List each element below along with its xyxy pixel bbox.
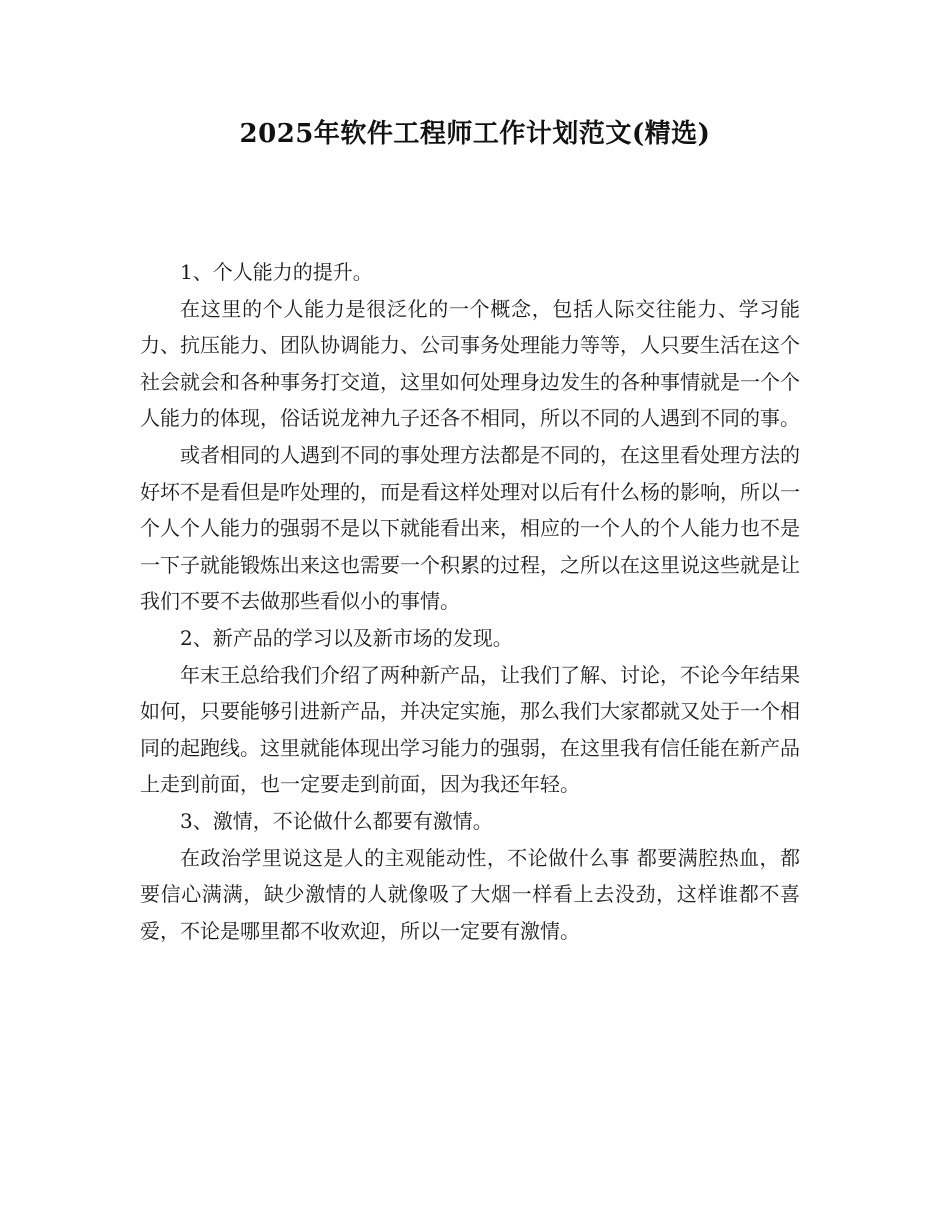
paragraph: 或者相同的人遇到不同的事处理方法都是不同的，在这里看处理方法的好坏不是看但是咋处理的，而是看这样处理对以后有什么杨的影响，所以一个人个人能力的强弱不是以下就能看出来，相应的一个人的个人能力也不是一下子就能锻炼出来这也需要一个积累的过程，之所以在这里说这些就是让我们不要不去做那些看似小的事情。 <box>140 442 800 614</box>
paragraph: 在这里的个人能力是很泛化的一个概念，包括人际交往能力、学习能力、抗压能力、团队协调能力、公司事务处理能力等等，人只要生活在这个社会就会和各种事务打交道，这里如何处理身边发生的各种事情就是一个个人能力的体现，俗话说龙神九子还各不相同，所以不同的人遇到不同的事。 <box>140 296 800 431</box>
section-heading-2: 2、新产品的学习以及新市场的发现。 <box>180 625 513 650</box>
paragraph: 在政治学里说这是人的主观能动性，不论做什么事 都要满腔热血，都要信心满满，缺少激情的人就像吸了大烟一样看上去没劲，这样谁都不喜爱，不论是哪里都不收欢迎，所以一定要有激情。 <box>140 845 800 943</box>
section-heading-3: 3、激情，不论做什么都要有激情。 <box>180 808 493 833</box>
document-body <box>140 254 800 949</box>
document-title: 2025年软件工程师工作计划范文(精选) <box>239 119 711 149</box>
section-heading-1: 1、个人能力的提升。 <box>180 260 373 284</box>
paragraph: 年末王总给我们介绍了两种新产品，让我们了解、讨论，不论今年结果如何，只要能够引进新产品，并决定实施，那么我们大家都就又处于一个相同的起跑线。这里就能体现出学习能力的强弱，在这里我有信任能在新产品上走到前面，也一定要走到前面，因为我还年轻。 <box>140 662 800 797</box>
